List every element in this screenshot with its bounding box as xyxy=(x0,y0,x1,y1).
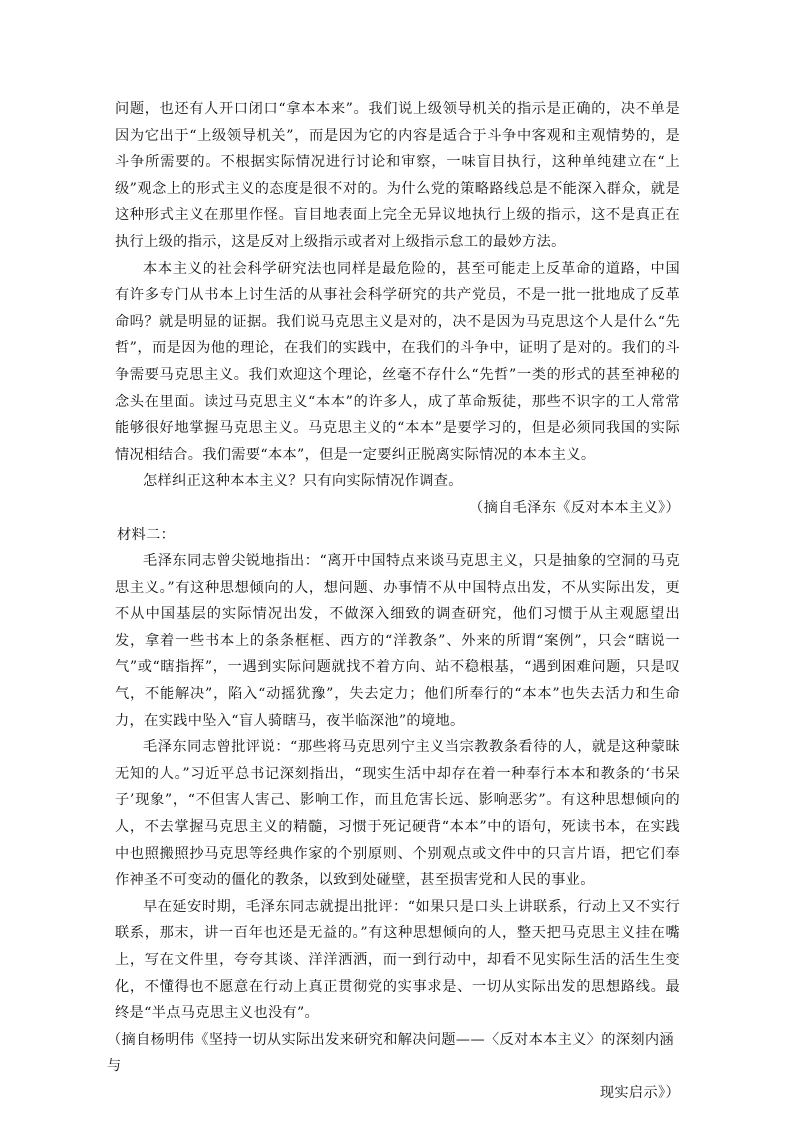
source-citation-2 xyxy=(107,1027,680,1107)
material-heading: 材料二： xyxy=(117,526,176,543)
paragraph-2: 本本主义的社会科学研究法也同样是最危险的，甚至可能走上反革命的道路，中国有许多专门从书本上讨生活的从事社会科学研究的共产党员，不是一批一批地成了反革命吗？就是明显的证据。我们说马克思主义是对的，决不是因为马克思这个人是什么“先哲”，而是因为他的理论，在我们的实践中，在我们的斗争中，证明了是对的。我们的斗争需要马克思主义。我们欢迎这个理论，丝毫不存什么“先哲”一类的形式的甚至神秘的念头在里面。读过马克思主义“本本”的许多人，成了革命叛徒，那些不识字的工人常常能够很好地掌握马克思主义。马克思主义的“本本”是要学习的，但是必须同我国的实际情况相结合。我们需要“本本”，但是一定要纠正脱离实际情况的本本主义。 xyxy=(115,260,680,463)
paragraph-1: 问题，也还有人开口闭口“拿本本来”。我们说上级领导机关的指示是正确的，决不单是因为它出于“上级领导机关”，而是因为它的内容是适合于斗争中客观和主观情势的，是斗争所需要的。不根据实际情况进行讨论和审察，一味盲目执行，这种单纯建立在“上级”观念上的形式主义的态度是很不对的。为什么党的策略路线总是不能深入群众，就是这种形式主义在那里作怪。盲目地表面上完全无异议地执行上级的指示，这不是真正在执行上级的指示，这是反对上级指示或者对上级指示怠工的最妙方法。 xyxy=(115,101,680,250)
paragraph-5: 毛泽东同志曾批评说：“那些将马克思列宁主义当宗教教条看待的人，就是这种蒙昧无知的人。”习近平总书记深刻指出，“现实生活中却存在着一种奉行本本和教条的‘书呆子’现象”，“不但害人害己、影响工作，而且危害长远、影响恶劣”。有这种思想倾向的人，不去掌握马克思主义的精髓，习惯于死记硬背“本本”中的语句，死读书本，在实践中也照搬照抄马克思等经典作家的个别原则、个别观点或文件中的只言片语，把它们奉作神圣不可变动的僵化的教条，以致到处碰壁，甚至损害党和人民的事业。 xyxy=(115,739,680,889)
paragraph-4: 毛泽东同志曾尖锐地指出：“离开中国特点来谈马克思主义，只是抽象的空洞的马克思主义。”有这种思想倾向的人，想问题、办事情不从中国特点出发，不从实际出发，更不从中国基层的实际情况出发，不做深入细致的调查研究，他们习惯于从主观愿望出发，拿着一些书本上的条条框框、西方的“洋教条”、外来的所谓“案例”，只会“瞎说一气”或“瞎指挥”，一遇到实际问题就找不着方向、站不稳根基，“遇到困难问题，只是叹气，不能解决”，陷入“动摇犹豫”，失去定力；他们所奉行的“本本”也失去活力和生命力，在实践中坠入“盲人骑瞎马，夜半临深池”的境地。 xyxy=(115,553,680,729)
paragraph-3: 怎样纠正这种本本主义？只有向实际情况作调查。 xyxy=(143,473,463,490)
document-page xyxy=(107,96,680,1107)
source-citation-2-line1: （摘自杨明伟《坚持一切从实际出发来研究和解决问题——〈反对本本主义〉的深刻内涵与 xyxy=(107,1031,674,1075)
source-citation-2-line2: 现实启示》） xyxy=(599,1084,680,1101)
source-citation-1: （摘自毛泽东《反对本本主义》） xyxy=(469,499,680,516)
paragraph-6: 早在延安时期，毛泽东同志就提出批评：“如果只是口头上讲联系，行动上又不实行联系，那末，讲一百年也还是无益的。”有这种思想倾向的人，整天把马克思主义挂在嘴上，写在文件里，夸夸其谈、洋洋洒洒，而一到行动中，却看不见实际生活的活生生变化，不懂得也不愿意在行动上真正贯彻党的实事求是、一切从实际出发的思想路线。最终是“半点马克思主义也没有”。 xyxy=(115,898,680,1022)
